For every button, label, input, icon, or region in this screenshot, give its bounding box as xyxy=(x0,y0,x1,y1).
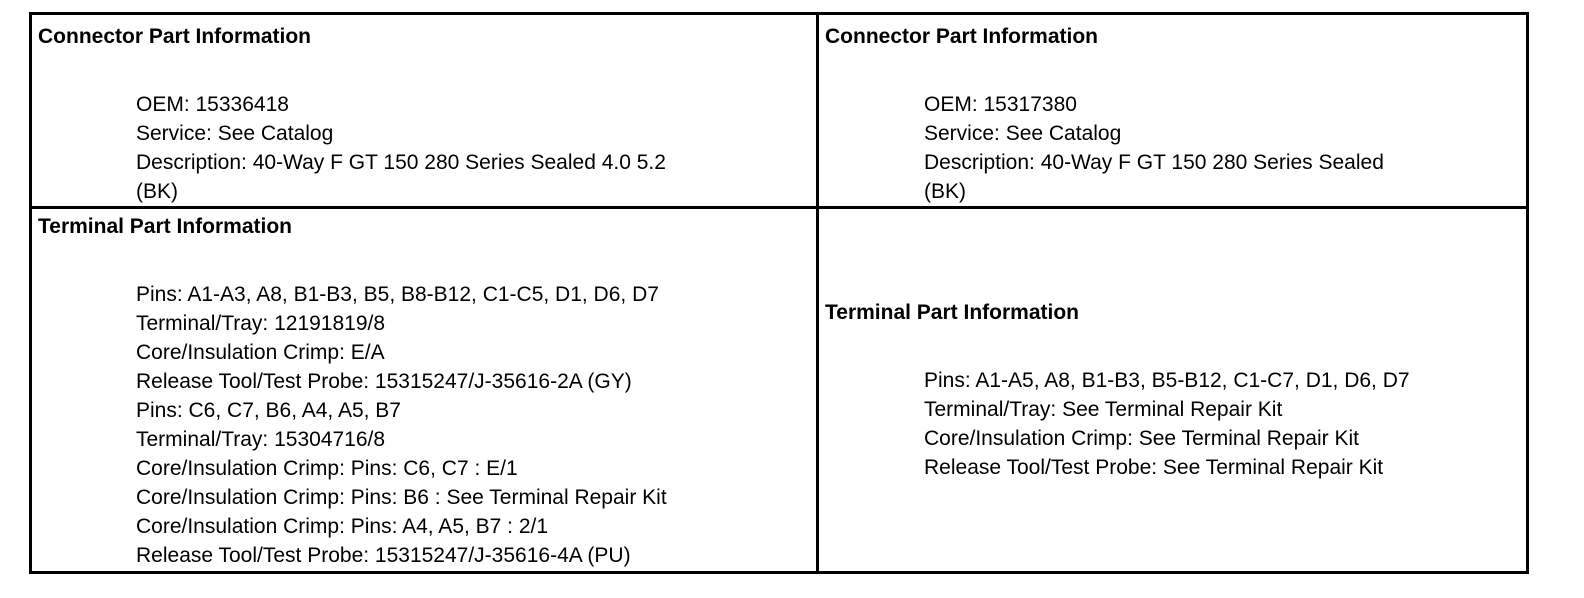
right-terminal-line: Terminal/Tray: See Terminal Repair Kit xyxy=(924,398,1283,421)
left-terminal-heading: Terminal Part Information xyxy=(38,215,292,238)
right-connector-service: Service: See Catalog xyxy=(924,122,1122,145)
left-terminal-line: Pins: A1-A3, A8, B1-B3, B5, B8-B12, C1-C5, D1, D6, D7 xyxy=(136,283,659,306)
left-terminal-line: Terminal/Tray: 15304716/8 xyxy=(136,428,386,451)
left-terminal-line: Pins: C6, C7, B6, A4, A5, B7 xyxy=(136,399,401,422)
left-terminal-line: Core/Insulation Crimp: Pins: C6, C7 : E/1 xyxy=(136,457,518,480)
left-connector-cell xyxy=(32,15,819,209)
right-connector-description: Description: 40-Way F GT 150 280 Series Sealed xyxy=(924,151,1384,174)
left-terminal-cell xyxy=(32,209,819,571)
left-connector-description: Description: 40-Way F GT 150 280 Series Sealed 4.0 5.2 xyxy=(136,151,666,174)
left-terminal-details xyxy=(136,280,667,570)
right-terminal-heading: Terminal Part Information xyxy=(825,301,1079,324)
left-terminal-line: Core/Insulation Crimp: Pins: A4, A5, B7 : 2/1 xyxy=(136,515,549,538)
right-terminal-cell xyxy=(819,209,1526,571)
left-terminal-line: Core/Insulation Crimp: Pins: B6 : See Terminal Repair Kit xyxy=(136,486,667,509)
right-connector-description-color: (BK) xyxy=(924,180,966,203)
right-connector-cell xyxy=(819,15,1526,209)
left-connector-details xyxy=(136,90,666,206)
left-terminal-line: Release Tool/Test Probe: 15315247/J-35616-4A (PU) xyxy=(136,544,631,567)
right-terminal-details xyxy=(924,366,1410,482)
right-connector-details xyxy=(924,90,1384,206)
right-connector-heading: Connector Part Information xyxy=(825,25,1099,48)
left-terminal-line: Core/Insulation Crimp: E/A xyxy=(136,341,385,364)
right-terminal-line: Core/Insulation Crimp: See Terminal Repair Kit xyxy=(924,427,1359,450)
left-connector-oem: OEM: 15336418 xyxy=(136,93,289,116)
left-terminal-line: Terminal/Tray: 12191819/8 xyxy=(136,312,386,335)
right-connector-oem: OEM: 15317380 xyxy=(924,93,1077,116)
right-terminal-line: Release Tool/Test Probe: See Terminal Repair Kit xyxy=(924,456,1384,479)
left-connector-service: Service: See Catalog xyxy=(136,122,334,145)
left-connector-heading: Connector Part Information xyxy=(38,25,312,48)
right-terminal-line: Pins: A1-A5, A8, B1-B3, B5-B12, C1-C7, D1, D6, D7 xyxy=(924,369,1410,392)
connector-info-table xyxy=(29,12,1529,574)
left-terminal-line: Release Tool/Test Probe: 15315247/J-35616-2A (GY) xyxy=(136,370,632,393)
left-connector-description-color: (BK) xyxy=(136,180,178,203)
